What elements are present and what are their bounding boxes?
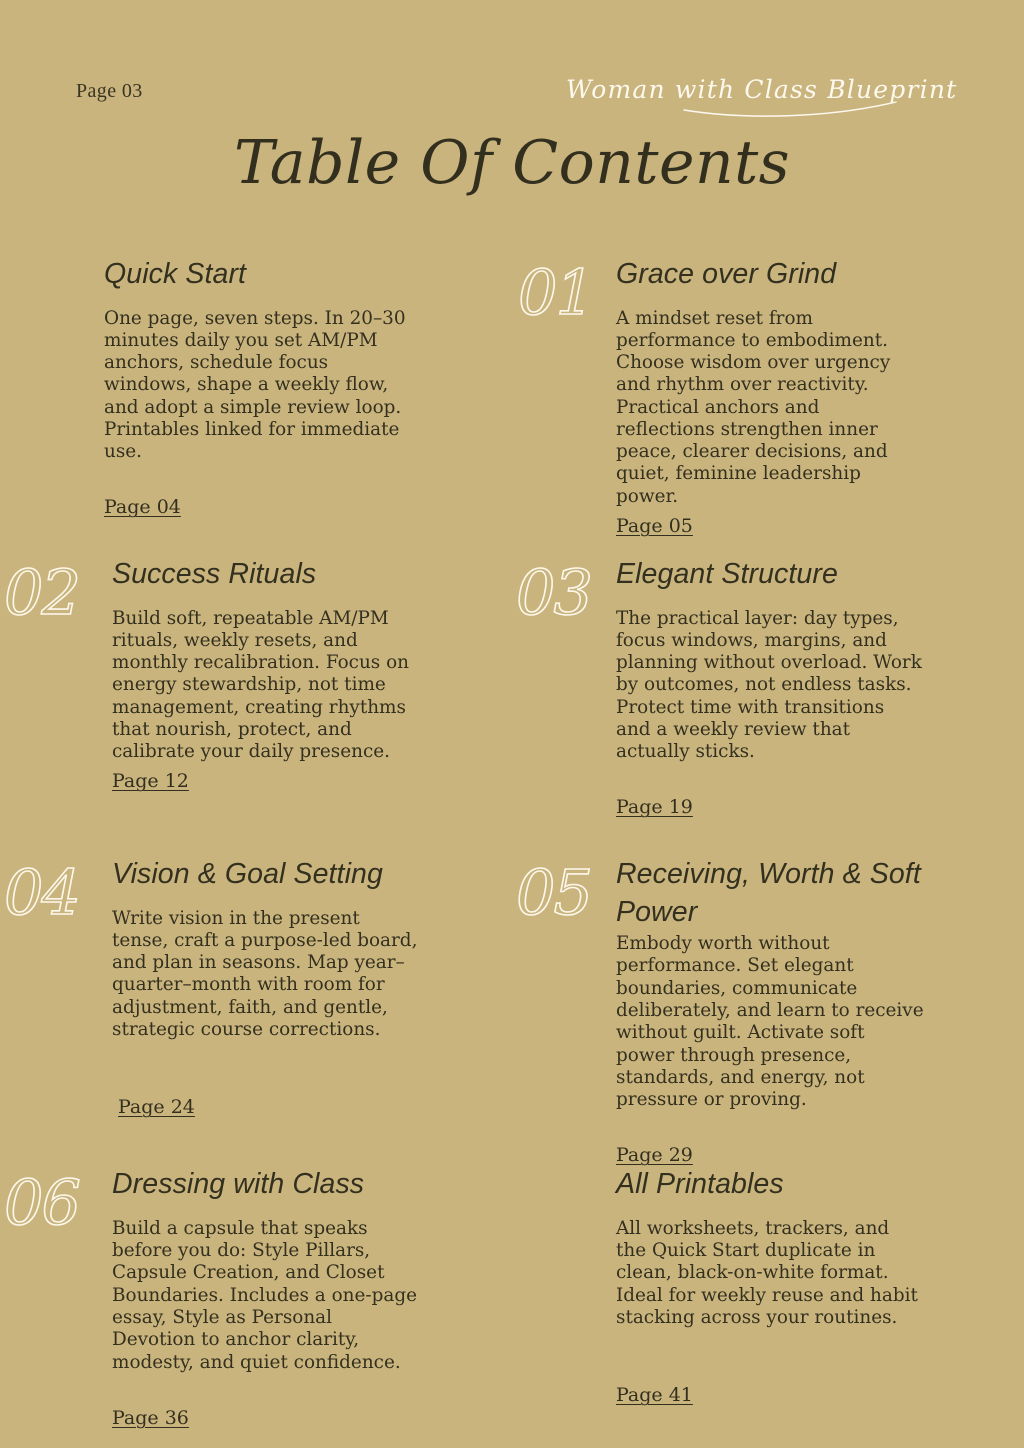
toc-entry[interactable]	[0, 556, 512, 856]
entry-number-text: 04	[4, 856, 79, 929]
toc-column-left	[0, 256, 512, 556]
toc-row	[0, 1166, 1024, 1428]
entry-title: Quick Start	[104, 258, 247, 290]
toc-row	[0, 556, 1024, 856]
entry-description: Write vision in the present tense, craft a purpose-led board, and plan in seasons. Map year–quarter–month with room for adjustment, faith, and gentle, strategic course corrections.	[112, 907, 418, 1040]
entry-description: The practical layer: day types, focus windows, margins, and planning without overload. Work by outcomes, not endless tasks. Protect time with transitions and a weekly review that actually sticks.	[616, 607, 922, 763]
page-title: Table Of Contents	[233, 128, 791, 198]
entry-page-link[interactable]: Page 05	[616, 515, 693, 537]
toc-entry[interactable]	[0, 256, 512, 556]
entry-page-link[interactable]: Page 04	[104, 496, 181, 519]
toc-entry[interactable]	[0, 856, 512, 1156]
entry-number	[516, 252, 620, 338]
toc-column-right	[512, 556, 1024, 856]
toc-entry[interactable]	[512, 1166, 1024, 1416]
toc-entry[interactable]	[512, 256, 1024, 556]
entry-number	[516, 852, 620, 938]
signature-swash-icon	[684, 102, 896, 116]
entry-title: Receiving, Worth & Soft Power	[616, 858, 921, 928]
entry-number-text: 01	[518, 256, 593, 329]
brand-signature-text: Woman with Class Blueprint	[566, 75, 958, 104]
toc-entry[interactable]	[512, 556, 1024, 856]
entry-description: Build a capsule that speaks before you do: Style Pillars, Capsule Creation, and Closet Boundaries. Includes a one-page essay, Style as Personal Devotion to anchor clarity, modesty, and quiet confidence.	[112, 1217, 417, 1373]
toc-row	[0, 256, 1024, 556]
entry-number	[4, 552, 108, 638]
entry-description: All worksheets, trackers, and the Quick Start duplicate in clean, black-on-white format. Ideal for weekly reuse and habit stacking across your routines.	[616, 1217, 918, 1329]
toc-entry[interactable]	[0, 1166, 512, 1428]
entry-title: Elegant Structure	[616, 558, 838, 590]
toc-row	[0, 856, 1024, 1166]
page-marker: Page 03	[76, 80, 143, 102]
entry-page-link[interactable]: Page 29	[616, 1144, 693, 1167]
entry-number-text: 06	[4, 1166, 79, 1240]
entry-number	[4, 1162, 108, 1248]
entry-page-link[interactable]: Page 36	[112, 1406, 189, 1429]
entry-number	[4, 852, 108, 938]
toc-column-left	[0, 856, 512, 1166]
toc-column-left	[0, 556, 512, 856]
entry-title: All Printables	[616, 1168, 784, 1201]
entry-page-link[interactable]: Page 19	[616, 796, 693, 819]
toc-column-right	[512, 1166, 1024, 1428]
toc-entry[interactable]	[512, 856, 1024, 1166]
entry-title: Dressing with Class	[112, 1168, 365, 1201]
toc-column-left	[0, 1166, 512, 1428]
entry-description: A mindset reset from performance to embodiment. Choose wisdom over urgency and rhythm over reactivity. Practical anchors and reflections strengthen inner peace, clearer decisions, and quiet, feminine leadership power.	[616, 307, 891, 507]
entry-title: Grace over Grind	[616, 258, 837, 290]
entry-description: Build soft, repeatable AM/PM rituals, weekly resets, and monthly recalibration. Focus on energy stewardship, not time management, creating rhythms that nourish, protect, and calibrate your daily presence.	[112, 607, 409, 763]
entry-title: Success Rituals	[112, 558, 317, 590]
entry-title: Vision & Goal Setting	[112, 858, 383, 890]
entry-description: One page, seven steps. In 20–30 minutes daily you set AM/PM anchors, schedule focus windows, shape a weekly flow, and adopt a simple review loop. Printables linked for immediate use.	[104, 307, 406, 463]
brand-signature-logo	[566, 58, 958, 116]
table-of-contents	[0, 256, 1024, 1429]
entry-page-link[interactable]: Page 24	[118, 1096, 195, 1119]
entry-description: Embody worth without performance. Set elegant boundaries, communicate deliberately, and learn to receive without guilt. Activate soft power through presence, standards, and energy, not pressure or proving.	[616, 933, 924, 1111]
entry-number-text: 05	[516, 856, 591, 929]
toc-column-right	[512, 856, 1024, 1166]
entry-number	[516, 552, 620, 638]
entry-number-text: 02	[4, 556, 79, 629]
entry-page-link[interactable]: Page 12	[112, 770, 189, 793]
entry-page-link[interactable]: Page 41	[616, 1384, 693, 1407]
toc-column-right	[512, 256, 1024, 556]
entry-number-text: 03	[516, 556, 591, 629]
